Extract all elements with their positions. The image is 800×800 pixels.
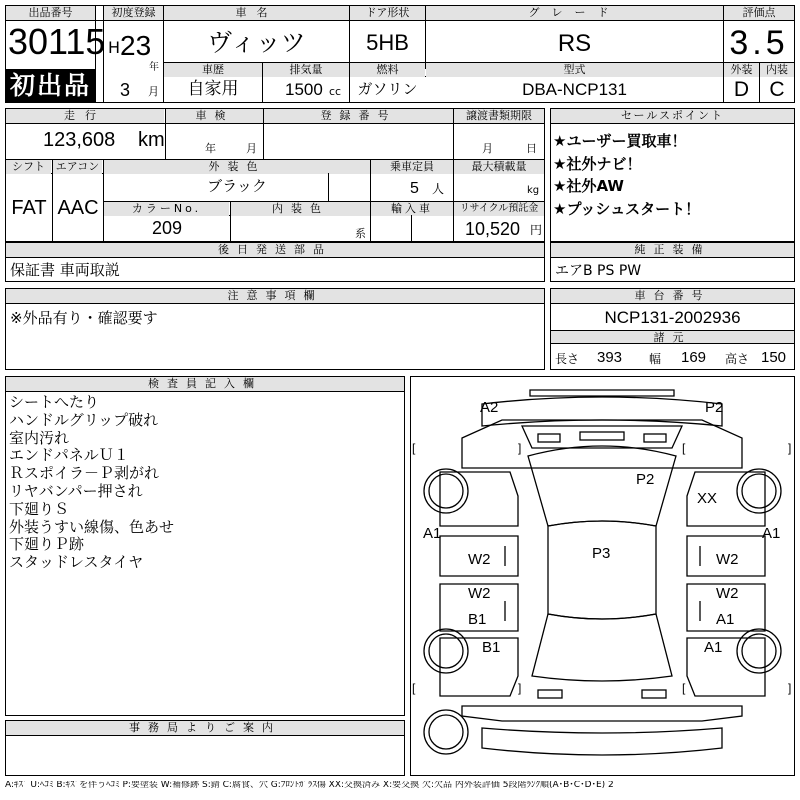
- diagram-marks: [410, 376, 795, 776]
- car-name: ヴィッツ: [207, 28, 306, 57]
- overall-score: 3.5: [729, 24, 789, 62]
- interior-grade: C: [769, 78, 785, 101]
- damage-mark: W2: [468, 551, 491, 568]
- inspector-notes: [9, 394, 174, 572]
- dims-header: 諸元: [551, 330, 794, 344]
- transfer-month-unit: 月: [482, 142, 493, 155]
- inspector-note: 下廻りＰ跡: [9, 535, 85, 554]
- notes-value: ※外品有り・確認要す: [10, 309, 158, 327]
- office-header: 事務局よりご案内: [6, 721, 404, 736]
- damage-mark: A2: [480, 399, 499, 416]
- history-label: 車歴: [164, 63, 262, 77]
- inspector-note: 室内汚れ: [9, 428, 70, 447]
- shift-label: シフト: [6, 160, 51, 174]
- genuine-equipment-box: [550, 242, 795, 282]
- bracket-left: [: [682, 441, 686, 455]
- inspector-note: スタッドレスタイヤ: [9, 553, 144, 572]
- inspector-note: リヤバンパー押され: [9, 481, 143, 500]
- bracket-right: ]: [788, 441, 792, 455]
- inspector-note: ハンドルグリップ破れ: [9, 410, 159, 429]
- bracket-right: ]: [518, 441, 522, 455]
- import-label: 輸入車: [371, 202, 453, 216]
- length-value: 393: [597, 349, 623, 366]
- genuine-header: 純正装備: [551, 243, 794, 258]
- inspector-note: 外装うすい線傷、色あせ: [9, 517, 175, 536]
- sales-point: ★プッシュスタート！: [553, 199, 701, 218]
- bracket-right: ]: [788, 681, 792, 695]
- era-label: H: [108, 38, 121, 57]
- color-no-label: カラーNo.: [104, 202, 229, 216]
- inspection-label: 車検: [166, 109, 263, 123]
- int-color-unit: 系: [355, 227, 366, 240]
- max-load-label: 最大積載量: [454, 160, 544, 174]
- score-label: 評価点: [724, 6, 794, 20]
- bracket-left: [: [682, 681, 686, 695]
- later-parts-box: [5, 242, 545, 282]
- load-unit: kg: [527, 185, 540, 196]
- mileage-unit: km: [138, 129, 165, 151]
- damage-mark: W2: [716, 551, 739, 568]
- fuel-type: ガソリン: [357, 80, 418, 98]
- bracket-left: [: [412, 681, 416, 695]
- displacement: 1500: [285, 80, 323, 99]
- bracket-right: ]: [518, 681, 522, 695]
- sales-points-list: [553, 130, 700, 220]
- legend: A:ｷｽﾞ U:ﾍｺﾐ B:ｷｽﾞを伴うﾍｺﾐ P:要塗装 W:補修跡 S:錆 C:腐食、穴 G:ﾌﾛﾝﾄｶﾞﾗｽ傷 XX:交換済み X:要交換 欠:欠品 内外装評価 5段階ﾗﾝｸ順(A･B･C･D･E) 2: [5, 781, 614, 790]
- later-parts-value: 保証書 車両取説: [10, 261, 120, 279]
- mileage: 123,608: [43, 129, 116, 151]
- grade: RS: [557, 30, 592, 57]
- sales-point: ★社外ナビ！: [553, 154, 642, 173]
- transfer-label: 譲渡書類期限: [454, 109, 544, 123]
- damage-mark: P2: [636, 471, 655, 488]
- first-reg-label: 初度登録: [104, 6, 163, 20]
- fuel-label: 燃料: [350, 63, 425, 77]
- door-label: ドア形状: [350, 6, 425, 20]
- chassis-box: [550, 288, 795, 370]
- aircon-type: AAC: [57, 197, 99, 219]
- grade-label: グレード: [426, 6, 723, 20]
- sales-points-header: セールスポイント: [551, 109, 794, 124]
- ext-color-label: 外装色: [104, 160, 370, 174]
- displacement-unit: cc: [329, 85, 342, 98]
- year-unit: 年: [149, 62, 159, 73]
- recycle-deposit: 10,520: [465, 219, 521, 239]
- length-label: 長さ: [555, 352, 580, 366]
- damage-mark: A1: [704, 639, 723, 656]
- lot-number: 30115: [8, 21, 106, 62]
- first-reg-month: 3: [120, 80, 131, 100]
- vehicle-history: 自家用: [187, 79, 239, 99]
- damage-mark: P2: [705, 399, 724, 416]
- chassis-header: 車台番号: [551, 289, 794, 304]
- width-value: 169: [681, 349, 707, 366]
- sales-point: ★ユーザー買取車！: [553, 132, 687, 150]
- office-box: [5, 720, 405, 776]
- shift-type: FAT: [11, 197, 47, 219]
- inspection-month-unit: 月: [246, 142, 257, 155]
- height-value: 150: [761, 349, 787, 366]
- exterior-color: ブラック: [207, 177, 267, 195]
- chassis-number: NCP131-2002936: [604, 308, 741, 327]
- first-listing-badge: 初出品: [5, 69, 96, 103]
- car-name-label: 車名: [164, 6, 349, 20]
- interior-label: 内装: [760, 63, 794, 77]
- recycle-unit: 円: [530, 223, 543, 237]
- notes-box: [5, 288, 545, 370]
- lot-no-label: 出品番号: [6, 6, 95, 20]
- sales-point: ★社外AW: [553, 177, 624, 195]
- exterior-grade: D: [733, 78, 750, 101]
- damage-mark: P3: [592, 545, 611, 562]
- reg-no-label: 登録番号: [264, 109, 453, 123]
- damage-mark: W2: [468, 585, 491, 602]
- inspector-note: 下廻りＳ: [9, 499, 70, 518]
- inspection-year-unit: 年: [205, 142, 216, 155]
- inspector-header: 検査員記入欄: [6, 377, 404, 392]
- exterior-label: 外装: [724, 63, 759, 77]
- genuine-value: エアB PS PW: [555, 263, 642, 279]
- bracket-left: [: [412, 441, 416, 455]
- inspector-note: エンドパネルＵ１: [9, 446, 129, 465]
- damage-mark: A1: [762, 525, 781, 542]
- damage-mark: W2: [716, 585, 739, 602]
- door-type: 5HB: [366, 30, 409, 55]
- capacity-unit: 人: [432, 182, 445, 196]
- transfer-day-unit: 日: [526, 142, 537, 155]
- recycle-label: リサイクル預託金: [454, 202, 544, 216]
- mileage-label: 走行: [6, 109, 164, 123]
- model-label: 型式: [426, 63, 723, 77]
- int-color-label: 内装色: [231, 202, 370, 216]
- damage-mark: XX: [697, 490, 718, 507]
- color-number: 209: [151, 218, 183, 238]
- inspector-note: Ｒスポイラ－Ｐ剥がれ: [9, 464, 160, 483]
- capacity-value: 5: [410, 180, 419, 197]
- damage-mark: B1: [468, 611, 487, 628]
- notes-header: 注意事項欄: [6, 289, 544, 304]
- damage-mark: A1: [716, 611, 735, 628]
- later-parts-header: 後日発送部品: [6, 243, 544, 258]
- damage-mark: A1: [423, 525, 442, 542]
- aircon-label: エアコン: [53, 160, 102, 174]
- inspector-note: シートへたり: [9, 393, 100, 411]
- height-label: 高さ: [725, 352, 750, 366]
- width-label: 幅: [649, 352, 662, 366]
- displacement-label: 排気量: [263, 63, 349, 77]
- model-code: DBA-NCP131: [522, 80, 627, 99]
- capacity-label: 乗車定員: [371, 160, 453, 174]
- month-unit: 月: [148, 85, 159, 98]
- first-reg-year: 23: [120, 30, 152, 61]
- damage-mark: B1: [482, 639, 501, 656]
